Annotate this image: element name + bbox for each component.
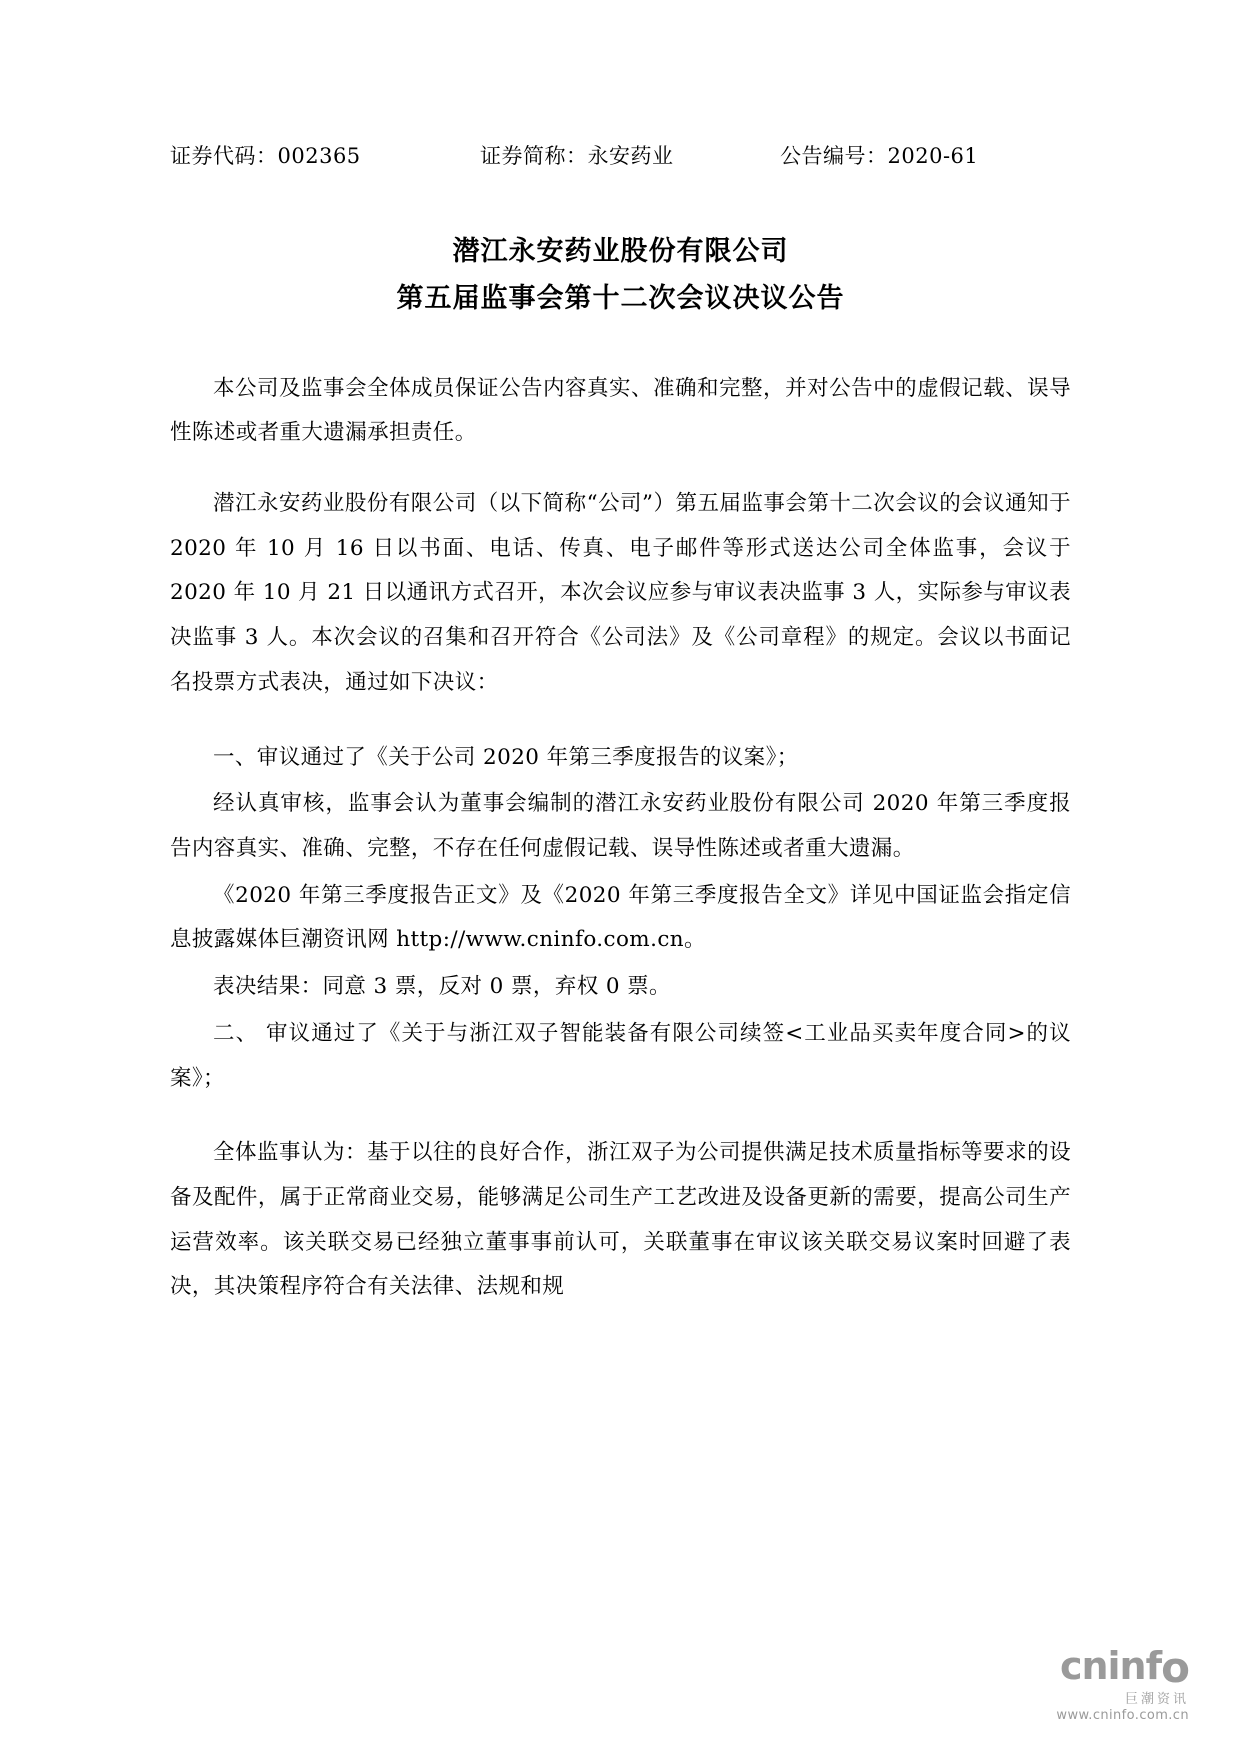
security-abbreviation: 证券简称：永安药业 [480, 144, 674, 168]
page-title [170, 228, 1071, 323]
cninfo-url: www.cninfo.com.cn [1056, 1707, 1189, 1723]
paragraph-disclaimer: 本公司及监事会全体成员保证公告内容真实、准确和完整，并对公告中的虚假记载、误导性陈述或者重大遗漏承担责任。 [170, 375, 1071, 446]
paragraph-supervisors-opinion: 全体监事认为：基于以往的良好合作，浙江双子为公司提供满足技术质量指标等要求的设备及配件，属于正常商业交易，能够满足公司生产工艺改进及设备更新的需要，提高公司生产运营效率。该关联交易已经独立董事事前认可，关联董事在审议该关联交易议案时回避了表决，其决策程序符合有关法律、法规和规 [170, 1140, 1071, 1300]
paragraph-vote-result: 表决结果：同意 3 票，反对 0 票，弃权 0 票。 [213, 974, 671, 1000]
paragraph-resolution-one: 一、审议通过了《关于公司 2020 年第三季度报告的议案》； [213, 744, 799, 770]
paragraph-meeting-notice: 潜江永安药业股份有限公司（以下简称“公司”）第五届监事会第十二次会议的会议通知于 2020 年 10 月 16 日以书面、电话、传真、电子邮件等形式送达公司全体监事，会议于 2020 年 10 月 21 日以通讯方式召开，本次会议应参与审议表决监事 3 人，实际参与审议表决监事 3 人。本次会议的召集和召开符合《公司法》及《公司章程》的规定。会议以书面记名投票方式表决，通过如下决议： [170, 490, 1071, 695]
cninfo-logo-text [1060, 1639, 1189, 1692]
title-line-subject: 第五届监事会第十二次会议决议公告 [396, 283, 845, 315]
brand-name: cninf [1059, 1644, 1162, 1688]
paragraph-review-opinion: 经认真审核，监事会认为董事会编制的潜江永安药业股份有限公司 2020 年第三季度报告内容真实、准确、完整，不存在任何虚假记载、误导性陈述或者重大遗漏。 [170, 791, 1071, 861]
cninfo-chinese-name: 巨潮资讯 [1124, 1691, 1189, 1707]
announcement-number: 公告编号：2020-61 [780, 144, 979, 168]
brand-tail: o [1161, 1643, 1189, 1692]
title-line-company: 潜江永安药业股份有限公司 [452, 236, 789, 267]
security-code: 证券代码：002365 [170, 144, 361, 168]
paragraph-report-disclosure: 《2020 年第三季度报告正文》及《2020 年第三季度报告全文》详见中国证监会指定信息披露媒体巨潮资讯网 http://www.cninfo.com.cn。 [170, 882, 1071, 953]
paragraph-resolution-two: 二、 审议通过了《关于与浙江双子智能装备有限公司续签<工业品买卖年度合同>的议案》； [170, 1020, 1071, 1091]
document-header [170, 140, 1071, 170]
cninfo-watermark [1056, 1639, 1189, 1724]
